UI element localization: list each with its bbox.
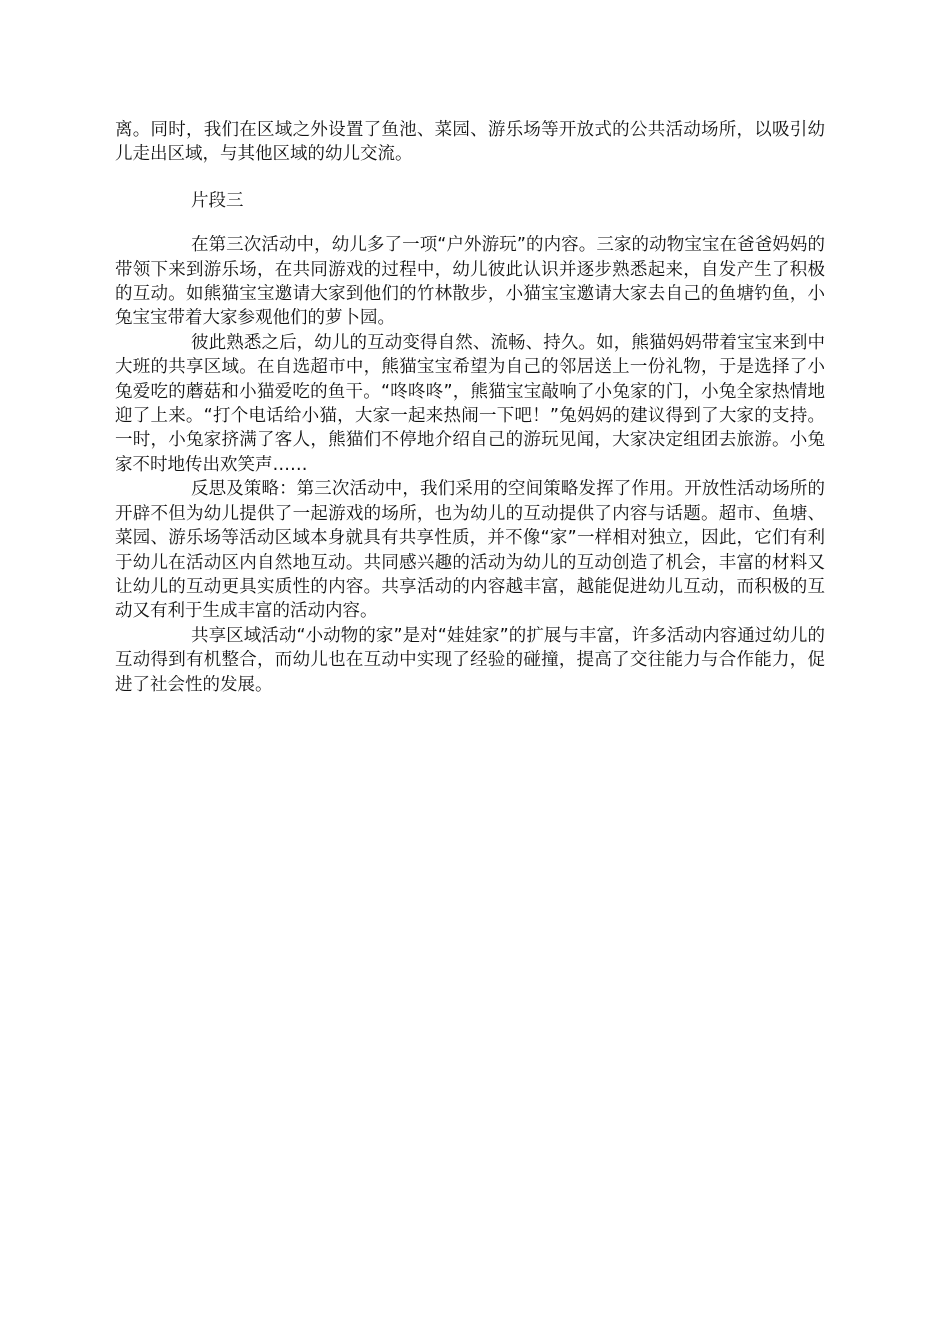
reflection-paragraph: 反思及策略：第三次活动中，我们采用的空间策略发挥了作用。开放性活动场所的开辟不但为幼儿提供了一起游戏的场所，也为幼儿的互动提供了内容与话题。超市、鱼塘、菜园、游乐场等活动区域本身就具有共享性质，并不像“家”一样相对独立，因此，它们有利于幼儿在活动区内自然地互动。共同感兴趣的活动为幼儿的互动创造了机会，丰富的材料又让幼儿的互动更具实质性的内容。共享活动的内容越丰富，越能促进幼儿互动，而积极的互动又有利于生成丰富的活动内容。 — [115, 479, 825, 622]
conclusion-paragraph: 共享区域活动“小动物的家”是对“娃娃家”的扩展与丰富，许多活动内容通过幼儿的互动得到有机整合，而幼儿也在互动中实现了经验的碰撞，提高了交往能力与合作能力，促进了社会性的发展。 — [115, 625, 825, 695]
section-heading: 片段三 — [191, 190, 244, 211]
document-page — [115, 118, 825, 697]
intro-paragraph: 离。同时，我们在区域之外设置了鱼池、菜园、游乐场等开放式的公共活动场所，以吸引幼儿走出区域，与其他区域的幼儿交流。 — [115, 120, 825, 165]
body-paragraph-2: 彼此熟悉之后，幼儿的互动变得自然、流畅、持久。如，熊猫妈妈带着宝宝来到中大班的共享区域。在自选超市中，熊猫宝宝希望为自己的邻居送上一份礼物，于是选择了小兔爱吃的蘑菇和小猫爱吃的鱼干。“咚咚咚”，熊猫宝宝敲响了小兔家的门，小兔全家热情地迎了上来。“打个电话给小猫，大家一起来热闹一下吧！”兔妈妈的建议得到了大家的支持。一时，小兔家挤满了客人，熊猫们不停地介绍自己的游玩见闻，大家决定组团去旅游。小兔家不时地传出欢笑声…… — [115, 332, 825, 475]
body-paragraph-1: 在第三次活动中，幼儿多了一项“户外游玩”的内容。三家的动物宝宝在爸爸妈妈的带领下来到游乐场，在共同游戏的过程中，幼儿彼此认识并逐步熟悉起来，自发产生了积极的互动。如熊猫宝宝邀请大家到他们的竹林散步，小猫宝宝邀请大家去自己的鱼塘钓鱼，小兔宝宝带着大家参观他们的萝卜园。 — [115, 235, 825, 329]
